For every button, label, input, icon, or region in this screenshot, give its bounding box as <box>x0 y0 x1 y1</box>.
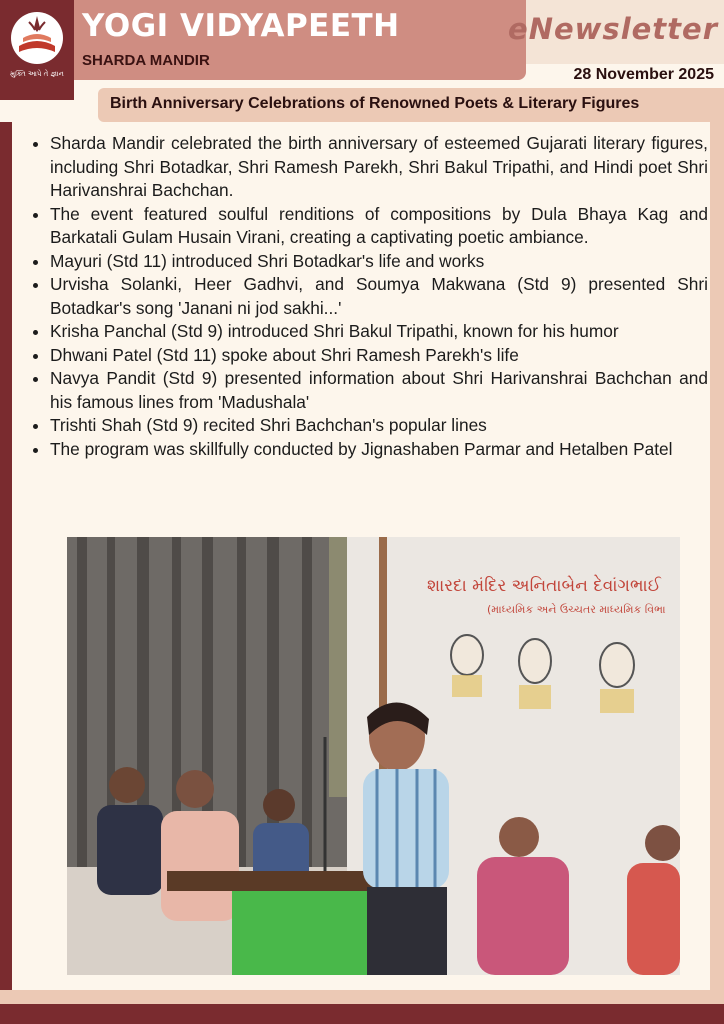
poet-portrait <box>600 643 634 713</box>
wall-banner-subtitle: (માધ્યમિક અને ઉચ્ચતર માધ્યમિક વિભા <box>487 603 666 616</box>
list-item: • The program was skillfully conducted by Jignashaben Parmar and Hetalben Patel <box>50 438 708 462</box>
right-border <box>710 122 724 990</box>
list-item: • Sharda Mandir celebrated the birth anniversary of esteemed Gujarati literary figures, including Shri Botadkar, Shri Ramesh Parekh, Shri Bakul Tripathi, and Hindi poet Shri Harivanshrai Bachchan. <box>50 132 708 203</box>
banner-heading: Birth Anniversary Celebrations of Renowned Poets & Literary Figures <box>110 95 640 112</box>
list-item: • The event featured soulful renditions of compositions by Dula Bhaya Kag and Barkatali Gulam Husain Virani, creating a captivating poetic ambiance. <box>50 203 708 250</box>
school-title: YOGI VIDYAPEETH <box>82 8 400 44</box>
list-item: • Urvisha Solanki, Heer Gadhvi, and Soumya Makwana (Std 9) presented Shri Botadkar's song 'Janani ni jod sakhi...' <box>50 273 708 320</box>
list-item: • Trishti Shah (Std 9) recited Shri Bachchan's popular lines <box>50 414 708 438</box>
poet-portrait <box>451 635 483 697</box>
list-item: • Dhwani Patel (Std 11) spoke about Shri Ramesh Parekh's life <box>50 344 708 368</box>
school-subtitle: SHARDA MANDIR <box>82 52 210 69</box>
logo-panel <box>0 0 74 100</box>
left-border <box>0 122 12 990</box>
wall-banner-title: શારદા મંદિર અનિતાબેન દેવાંગભાઈ <box>427 576 661 596</box>
list-item: • Navya Pandit (Std 9) presented information about Shri Harivanshrai Bachchan and his famous lines from 'Madushala' <box>50 367 708 414</box>
list-item: • Mayuri (Std 11) introduced Shri Botadkar's life and works <box>50 250 708 274</box>
poet-portrait <box>519 639 551 709</box>
footer-border <box>0 990 724 1024</box>
bullet-list <box>24 132 708 461</box>
logo-caption: મુક્તિ આપે તે જ્ઞાન <box>10 70 64 78</box>
list-item: • Krisha Panchal (Std 9) introduced Shri Bakul Tripathi, known for his humor <box>50 320 708 344</box>
school-logo-icon <box>9 8 65 80</box>
newsletter-label: eNewsletter <box>508 12 718 46</box>
issue-date: 28 November 2025 <box>573 66 714 83</box>
header <box>0 0 724 112</box>
event-photo-illustration <box>67 537 680 975</box>
event-photo <box>67 537 680 975</box>
article-body <box>24 132 708 461</box>
